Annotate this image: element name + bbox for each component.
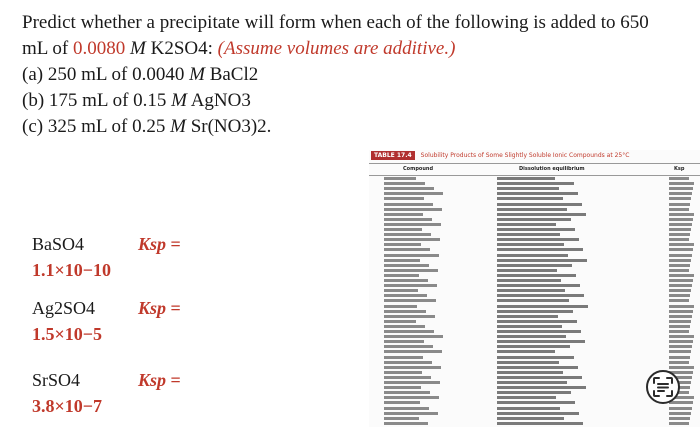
ksp-label <box>138 370 181 391</box>
part-b-pre: (b) 175 mL of 0.15 <box>22 90 172 111</box>
question-solute: K2SO4: <box>145 38 218 59</box>
table-caption: Solubility Products of Some Slightly Soluble Ionic Compounds at 25°C <box>420 152 630 159</box>
col-equilibrium: Dissolution equilibrium <box>519 166 585 172</box>
part-b <box>22 88 682 114</box>
question-line-2 <box>22 36 682 62</box>
question-intro: Predict whether a precipitate will form when each of the following is added to 650 <box>22 12 649 33</box>
ksp-label <box>138 234 181 255</box>
text-scan-icon <box>652 376 674 398</box>
compound-name: BaSO4 <box>32 234 85 254</box>
part-c-unit: M <box>170 116 186 137</box>
col-k: Ksp <box>674 166 685 172</box>
ksp-symbol: Ksp <box>138 298 167 318</box>
ksp-equals: = <box>166 370 181 390</box>
part-b-unit: M <box>171 90 187 111</box>
ksp-symbol: Ksp <box>138 370 167 390</box>
part-c <box>22 114 682 140</box>
part-c-solute: Sr(NO3)2. <box>185 116 272 137</box>
question-text <box>22 10 682 140</box>
col-compound: Compound <box>403 166 434 172</box>
part-c-pre: (c) 325 mL of 0.25 <box>22 116 171 137</box>
question-volume: mL of <box>22 38 74 59</box>
question-concentration: 0.0080 <box>73 38 126 59</box>
ksp-equals: = <box>166 234 181 254</box>
compound-name: SrSO4 <box>32 370 81 390</box>
part-a-solute: BaCl2 <box>204 64 259 85</box>
text-scan-button[interactable] <box>646 370 680 404</box>
compound-name: Ag2SO4 <box>32 298 96 318</box>
part-a <box>22 62 682 88</box>
table-header <box>369 163 700 176</box>
ksp-value: 3.8×10−7 <box>32 396 103 416</box>
table-tag: TABLE 17.4 <box>371 151 415 160</box>
question-note: (Assume volumes are additive.) <box>217 38 456 59</box>
part-b-solute: AgNO3 <box>187 90 251 111</box>
part-a-pre: (a) 250 mL of 0.0040 <box>22 64 190 85</box>
part-a-unit: M <box>189 64 205 85</box>
ksp-label <box>138 298 181 319</box>
ksp-value: 1.5×10−5 <box>32 324 103 344</box>
molar-unit: M <box>130 38 146 59</box>
table-row-placeholder <box>369 421 700 426</box>
question-line-1 <box>22 10 682 36</box>
ksp-symbol: Ksp <box>138 234 167 254</box>
table-title <box>371 150 629 162</box>
ksp-equals: = <box>166 298 181 318</box>
ksp-value: 1.1×10−10 <box>32 260 112 280</box>
